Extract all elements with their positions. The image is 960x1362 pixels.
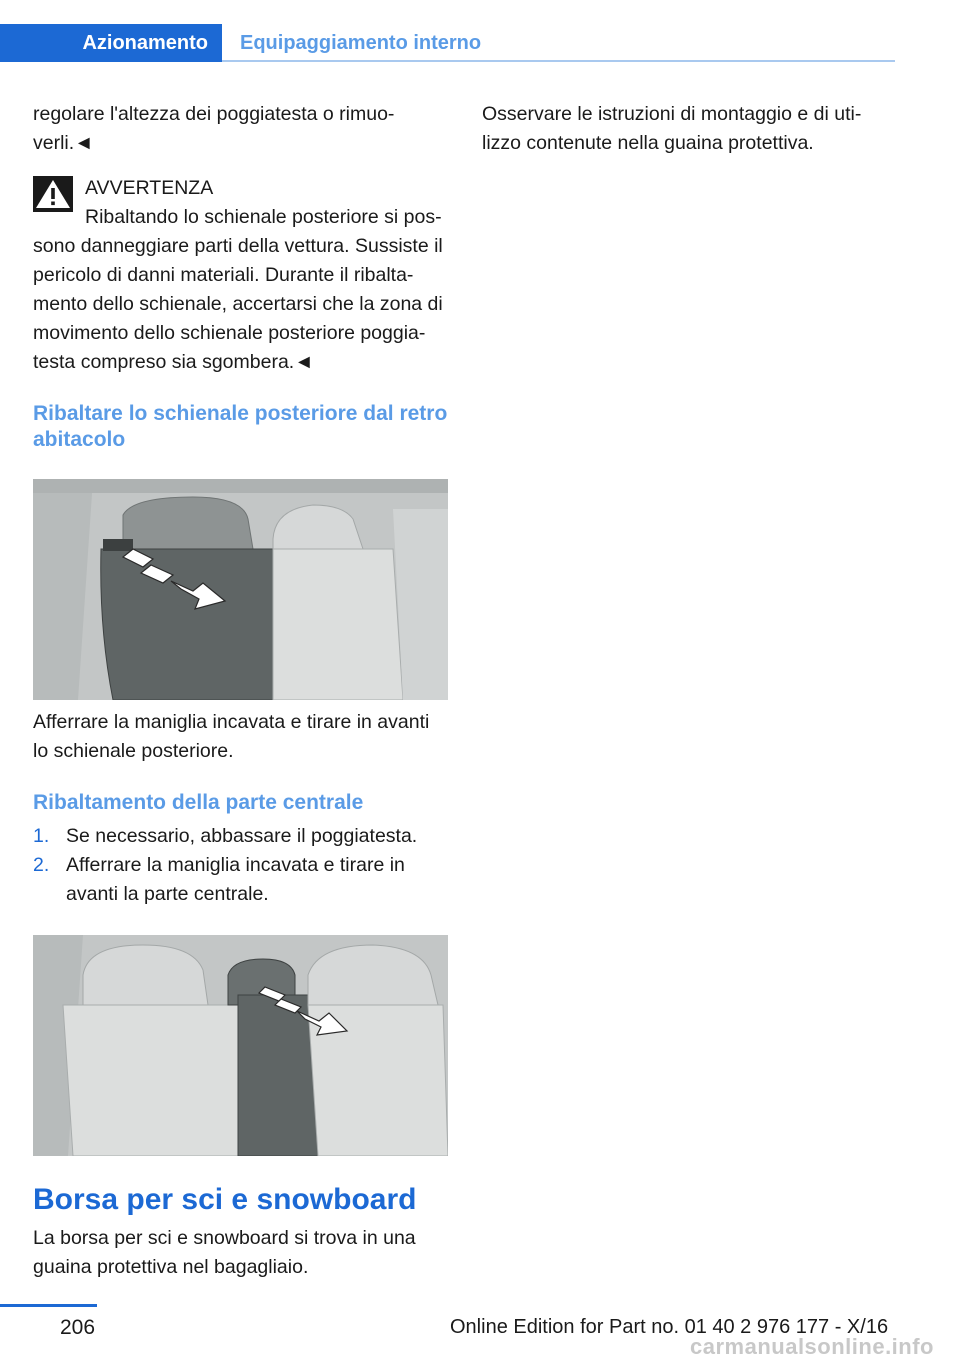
seat-illustration-2 [33,935,448,1156]
warning-text-rest: sono danneggiare parti della vettura. Sussiste il pericolo di danni materiali. Durante il ribalta-mento dello schienale, accertarsi che la zona di movimento dello schienale posteriore poggia-testa compreso sia sgombera.◄ [33,235,443,373]
step-number: 2. [33,854,50,876]
step-text: Se necessario, abbassare il poggiatesta. [66,825,418,847]
header-divider [222,60,895,62]
page-number: 206 [60,1316,96,1339]
step-item [33,851,448,909]
intro-text: regolare l'altezza dei poggiatesta o rimuo-verli.◄ [33,103,395,154]
header-bar [0,0,895,62]
warning-block [33,174,448,377]
step-item [33,822,448,851]
step-text: Afferrare la maniglia incavata e tirare in avanti la parte centrale. [66,854,405,905]
section-text: La borsa per sci e snowboard si trova in una guaina protettiva nel bagagliaio. [33,1227,416,1278]
caption-rear-backrest: Afferrare la maniglia incavata e tirare in avanti lo schienale posteriore. [33,711,430,762]
figure-rear-backrest [33,479,448,700]
steps-list [33,822,448,909]
subhead-rear-seat-fold: Ribaltare lo schienale posteriore dal retro abitacolo [33,402,448,451]
left-column [33,100,448,1282]
warning-text-first: Ribaltando lo schienale posteriore si pos- [85,206,442,228]
watermark: carmanualsonline.info [690,1334,934,1359]
warning-text [33,203,448,377]
warning-title: AVVERTENZA [85,177,214,199]
section-title: Borsa per sci e snowboard [33,1183,417,1216]
figure-center-section [33,935,448,1156]
step-number: 1. [33,825,50,847]
warning-icon [33,176,73,212]
seat-illustration-1 [33,479,448,700]
tab-equipaggiamento-interno[interactable]: Equipaggiamento interno [240,31,482,54]
right-column [482,100,897,158]
subhead-center-fold: Ribaltamento della parte centrale [33,791,364,814]
edition-text: Online Edition for Part no. 01 40 2 976 177 - X/16 [450,1316,889,1338]
footer-divider [0,1304,97,1307]
right-text: Osservare le istruzioni di montaggio e di uti-lizzo contenute nella guaina protettiva. [482,103,862,154]
tab-azionamento[interactable]: Azionamento [0,24,222,62]
